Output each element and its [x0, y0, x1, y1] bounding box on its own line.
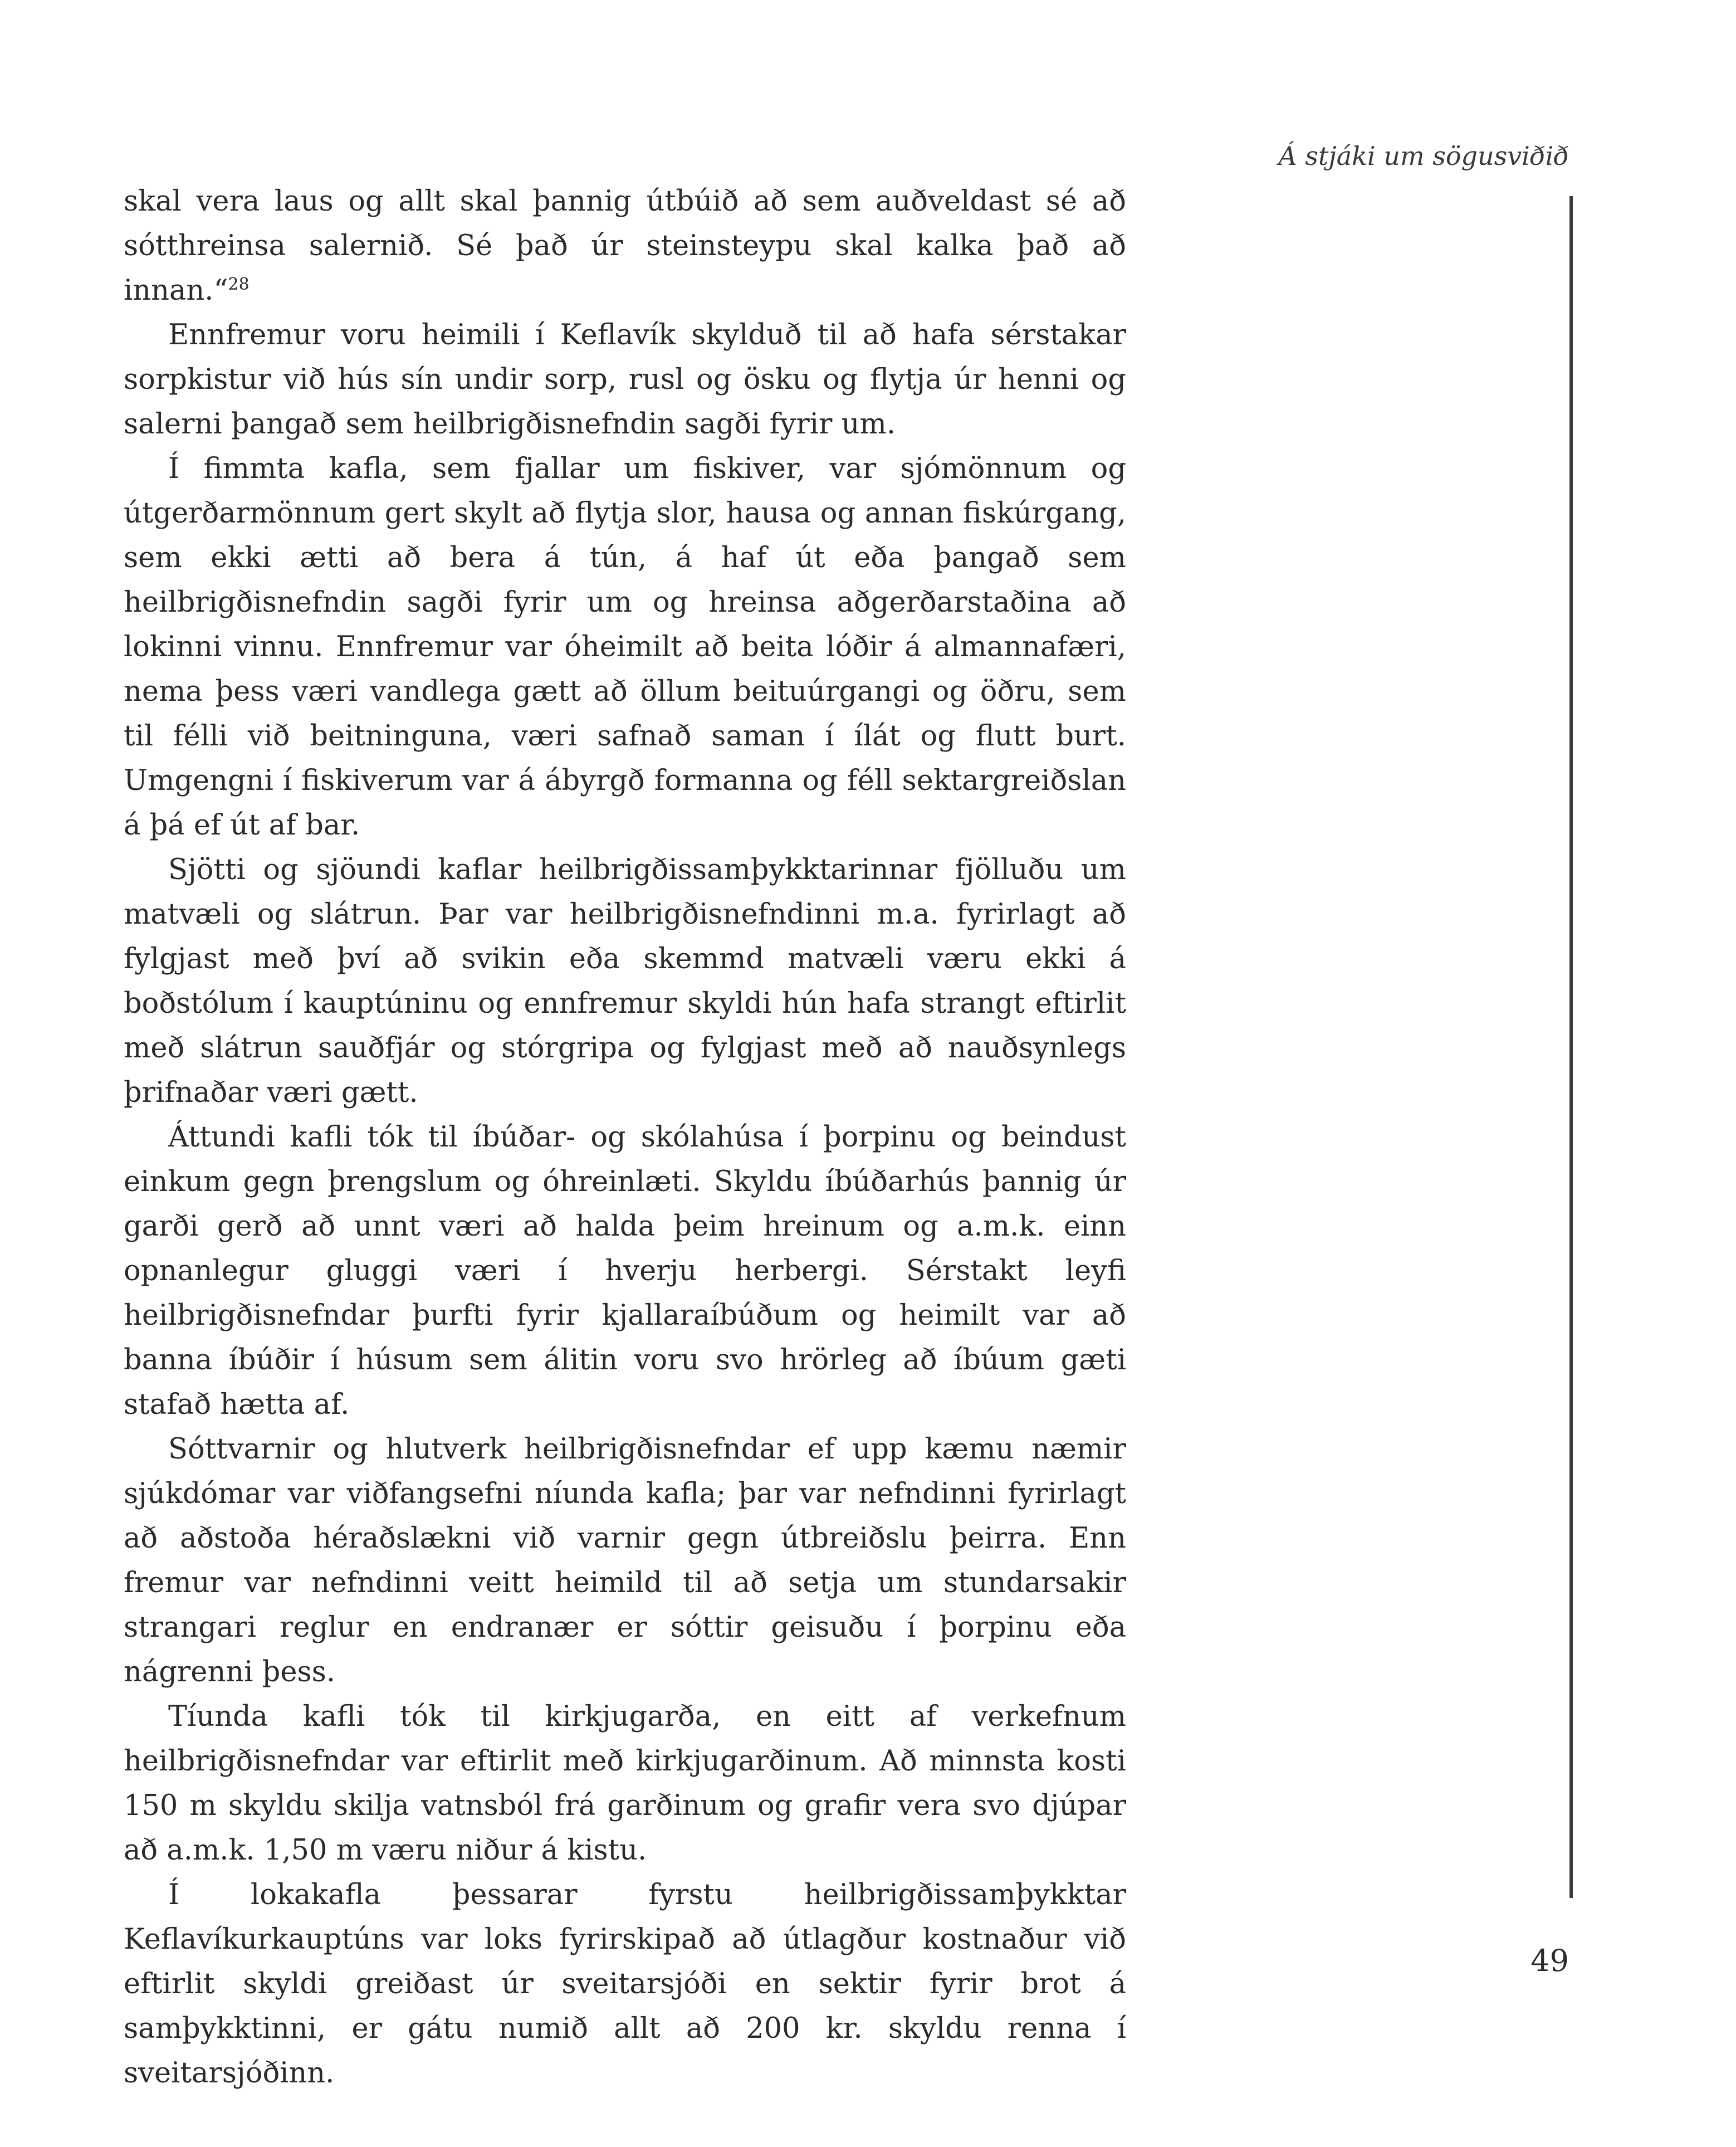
- paragraph-1: [124, 179, 1126, 313]
- page-number: 49: [1530, 1943, 1569, 1978]
- paragraph-1-text: skal vera laus og allt skal þannig útbúið að sem auðveldast sé að sótthreinsa salernið. Sé það úr steinsteypu skal kalka það að innan.“: [124, 185, 1126, 307]
- paragraph-4: Sjötti og sjöundi kaflar heilbrigðissamþykktarinnar fjölluðu um matvæli og slátrun. Þar var heilbrigðisnefndinni m.a. fyrirlagt að fylgjast með því að svikin eða skemmd matvæli væru ekki á boðstólum í kauptúninu og ennfremur skyldi hún hafa strangt eftirlit með slátrun sauðfjár og stórgripa og fylgjast með að nauðsynlegs þrifnaðar væri gætt.: [124, 853, 1126, 1109]
- paragraph-6: Sóttvarnir og hlutverk heilbrigðisnefndar ef upp kæmu næmir sjúkdómar var viðfangsefni níunda kafla; þar var nefndinni fyrirlagt að aðstoða héraðslækni við varnir gegn útbreiðslu þeirra. Enn fremur var nefndinni veitt heimild til að setja um stundarsakir strangari reglur en endranær er sóttir geisuðu í þorpinu eða nágrenni þess.: [124, 1433, 1126, 1689]
- paragraph-8: Í lokakafla þessarar fyrstu heilbrigðissamþykktar Keflavíkurkauptúns var loks fyrirskipað að útlagður kostnaður við eftirlit skyldi greiðast úr sveitarsjóði en sektir fyrir brot á samþykktinni, er gátu numið allt að 200 kr. skyldu renna í sveitarsjóðinn.: [124, 1878, 1126, 2090]
- paragraph-7: Tíunda kafli tók til kirkjugarða, en eitt af verkefnum heilbrigðisnefndar var eftirlit með kirkjugarðinum. Að minnsta kosti 150 m skyldu skilja vatnsból frá garðinum og grafir vera svo djúpar að a.m.k. 1,50 m væru niður á kistu.: [124, 1700, 1126, 1867]
- paragraph-5: Áttundi kafli tók til íbúðar- og skólahúsa í þorpinu og beindust einkum gegn þrengslum og óhreinlæti. Skyldu íbúðarhús þannig úr garði gerð að unnt væri að halda þeim hreinum og a.m.k. einn opnanlegur gluggi væri í hverju herbergi. Sérstakt leyfi heilbrigðisnefndar þurfti fyrir kjallaraíbúðum og heimilt var að banna íbúðir í húsum sem álitin voru svo hrörleg að íbúum gæti stafað hætta af.: [124, 1121, 1126, 1421]
- footnote-reference: 28: [228, 275, 250, 294]
- paragraph-3: Í fimmta kafla, sem fjallar um fiskiver, var sjómönnum og útgerðarmönnum gert skylt að flytja slor, hausa og annan fiskúrgang, sem ekki ætti að bera á tún, á haf út eða þangað sem heilbrigðisnefndin sagði fyrir um og hreinsa aðgerðarstaðina að lokinni vinnu. Ennfremur var óheimilt að beita lóðir á almannafæri, nema þess væri vandlega gætt að öllum beituúrgangi og öðru, sem til félli við beitninguna, væri safnað saman í ílát og flutt burt. Umgengni í fiskiverum var á ábyrgð formanna og féll sektargreiðslan á þá ef út af bar.: [124, 452, 1126, 842]
- margin-rule: [1569, 196, 1573, 1898]
- paragraph-2: Ennfremur voru heimili í Keflavík skylduð til að hafa sérstakar sorpkistur við hús sín undir sorp, rusl og ösku og flytja úr henni og salerni þangað sem heilbrigðisnefndin sagði fyrir um.: [124, 319, 1126, 441]
- body-text: [124, 179, 1126, 2096]
- running-header: Á stjáki um sögusviðið: [1278, 141, 1569, 171]
